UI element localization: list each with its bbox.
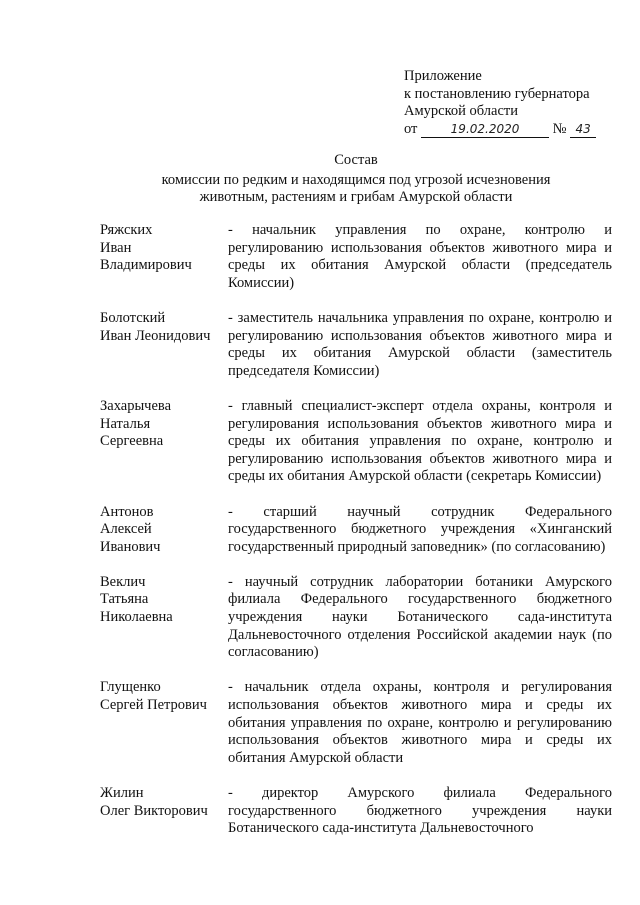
member-row [100,222,612,292]
date-prefix: от [404,120,418,137]
member-role: - главный специалист-эксперт отдела охраны, контроля и регулирования использования объектов животного мира и среды их обитания управления по охране, контролю и регулированию использования объектов животного мира и среды их обитания Амурской области (секретарь Комиссии) [228,397,612,485]
title-line-3: животным, растениям и грибам Амурской области [199,189,513,206]
appendix-line-1: Приложение [404,68,482,84]
appendix-header [404,68,624,138]
date-value: 19.02.2020 [421,122,549,138]
member-row [100,785,612,838]
member-role: - начальник управления по охране, контролю и регулированию использования объектов животного мира и среды их обитания Амурской области (председатель Комиссии) [228,222,612,291]
member-row [100,574,612,662]
appendix-line-2: к постановлению губернатора [404,85,590,102]
document-title [100,152,612,207]
number-prefix: № [552,120,567,137]
member-role: - директор Амурского филиала Федерального государственного бюджетного учреждения науки Ботанического сада-института Дальневосточного [228,785,612,837]
member-name: Антонов Алексей Иванович [100,503,161,555]
member-row [100,504,612,557]
member-name: Жилин Олег Викторович [100,785,208,819]
date-number-line [404,121,624,139]
member-row [100,679,612,767]
member-role: - старший научный сотрудник Федерального государственного бюджетного учреждения «Хинганский государственный природный заповедник» (по согласованию) [228,503,612,555]
members-list [100,222,612,838]
member-name: Веклич Татьяна Николаевна [100,573,173,626]
number-value: 43 [570,122,596,138]
title-line-1: Состав [334,152,378,168]
appendix-line-3: Амурской области [404,103,518,120]
member-row [100,398,612,486]
member-name: Болотский Иван Леонидович [100,309,211,344]
member-row [100,310,612,380]
title-line-2: комиссии по редким и находящимся под угрозой исчезновения [161,171,551,188]
member-role: - начальник отдела охраны, контроля и регулирования использования объектов животного мира и среды их обитания управления по охране, контролю и регулированию использования объектов животного мира и среды их обитания Амурской области [228,679,612,766]
member-name: Глущенко Сергей Петрович [100,679,207,714]
member-role: - заместитель начальника управления по охране, контролю и регулированию использования объектов животного мира и среды их обитания Амурской области (заместитель председателя Комиссии) [228,309,612,379]
member-name: Захарычева Наталья Сергеевна [100,397,172,450]
member-name: Ряжских Иван Владимирович [100,222,192,274]
member-role: - научный сотрудник лаборатории ботаники Амурского филиала Федерального государственного бюджетного учреждения науки Ботанического сада-института Дальневосточного отделения Российской академии наук (по согласованию) [228,573,612,661]
